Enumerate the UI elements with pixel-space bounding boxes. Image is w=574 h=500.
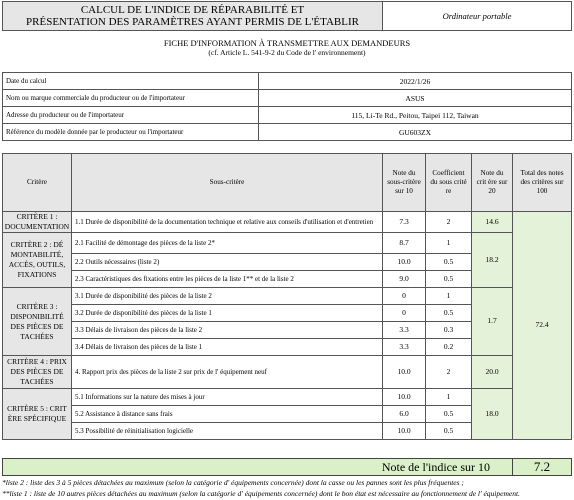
- subcriterion-note: 10.0: [383, 356, 426, 389]
- footnotes: [2, 477, 574, 499]
- header-sous-critere: Sous-critère: [72, 154, 383, 212]
- subcriterion-label: 1.1 Durée de disponibilité de la documentation technique et relative aux conseils d'utilisation et d'entretien: [72, 212, 383, 233]
- subcriterion-coefficient: 0.5: [426, 423, 472, 440]
- header-note-sous-critere: Note du sous-critère sur 10: [383, 154, 426, 212]
- table-row: [3, 288, 572, 305]
- subcriterion-note: 0: [383, 305, 426, 322]
- subcriterion-note: 0: [383, 288, 426, 305]
- subcriterion-label: 3.2 Durée de disponibilité des pièces de la liste 1: [72, 305, 383, 322]
- subcriterion-label: 5.2 Assistance à distance sans frais: [72, 406, 383, 423]
- header-coefficient: Coefficient du sous crité re: [426, 154, 472, 212]
- criterion-name: CRITÈRE 3 : DISPONIBILITÉ DES PIÈCES DE TACHÉES: [3, 288, 72, 356]
- info-value: 115, Li-Te Rd., Peitou, Taipei 112, Taiwan: [259, 107, 572, 124]
- subcriterion-coefficient: 0.5: [426, 305, 472, 322]
- subcriterion-label: 3.1 Durée de disponibilité des pièces de la liste 2: [72, 288, 383, 305]
- footnote: *liste 2 : liste des 3 à 5 pièces détachées au maximum (selon la catégorie d' équipements concernée) dont la casse ou les pannes sont les plus fréquentes ;: [2, 478, 464, 487]
- subcriterion-coefficient: 1: [426, 288, 472, 305]
- subcriterion-note: 6.0: [383, 406, 426, 423]
- info-row: [3, 124, 572, 141]
- footnote: **liste 1 : liste de 10 autres pièces détachées au maximum (selon la catégorie d' équipements concernée) dont le bon état est nécessaire au fonctionnement de l' équipement.: [2, 489, 520, 498]
- info-row: [3, 107, 572, 124]
- criterion-score: 18.0: [472, 389, 513, 440]
- subcriterion-coefficient: 1: [426, 389, 472, 406]
- info-row: [3, 90, 572, 107]
- document-title: [3, 2, 383, 31]
- subcriterion-note: 3.3: [383, 322, 426, 339]
- total-score: 72.4: [513, 212, 572, 440]
- subcriterion-label: 2.3 Caractéristiques des fixations entre les pièces de la liste 1** et de la liste 2: [72, 271, 383, 288]
- subcriterion-note: 8.7: [383, 233, 426, 254]
- subcriterion-label: 5.1 Informations sur la nature des mises à jour: [72, 389, 383, 406]
- final-score-value: 7.2: [513, 459, 572, 476]
- subcriterion-label: 2.2 Outils nécessaires (liste 2): [72, 254, 383, 271]
- info-value: GU603ZX: [259, 124, 572, 141]
- criteria-table: [2, 153, 572, 440]
- subcriterion-coefficient: 0.5: [426, 254, 472, 271]
- subcriterion-note: 10.0: [383, 423, 426, 440]
- header-total: Total des notes des critères sur 100: [513, 154, 572, 212]
- subcriterion-coefficient: 2: [426, 356, 472, 389]
- criterion-name: CRITÈRE 2 : DÉ MONTABILITÉ, ACCÈS, OUTILS, FIXATIONS: [3, 233, 72, 288]
- subcriterion-coefficient: 0.5: [426, 271, 472, 288]
- info-label: Nom ou marque commerciale du producteur ou de l'importateur: [3, 90, 259, 107]
- table-row: [3, 233, 572, 254]
- subcriterion-coefficient: 2: [426, 212, 472, 233]
- info-table: [2, 72, 572, 141]
- table-row: [3, 212, 572, 233]
- criterion-score: 14.6: [472, 212, 513, 233]
- title-line-2: PRÉSENTATION DES PARAMÈTRES AYANT PERMIS DE L'ÉTABLIR: [26, 16, 359, 28]
- criterion-name: CRITÈRE 1 : DOCUMENTATION: [3, 212, 72, 233]
- device-type: Ordinateur portable: [383, 2, 572, 31]
- subcriterion-coefficient: 1: [426, 233, 472, 254]
- subcriterion-label: 4. Rapport prix des pièces de la liste 2 sur prix de l' équipement neuf: [72, 356, 383, 389]
- criterion-score: 1.7: [472, 288, 513, 356]
- subcriterion-note: 7.3: [383, 212, 426, 233]
- header-critere: Critère: [3, 154, 72, 212]
- subcriterion-note: 10.0: [383, 389, 426, 406]
- subcriterion-label: 5.3 Possibilité de réinitialisation logicielle: [72, 423, 383, 440]
- subcriterion-note: 10.0: [383, 254, 426, 271]
- subcriterion-coefficient: 0.5: [426, 406, 472, 423]
- table-row: [3, 389, 572, 406]
- title-line-1: CALCUL DE L'INDICE DE RÉPARABILITÉ ET: [80, 4, 305, 16]
- info-value: ASUS: [259, 90, 572, 107]
- criterion-score: 18.2: [472, 233, 513, 288]
- info-label: Adresse du producteur ou de l'importateur: [3, 107, 259, 124]
- info-label: Référence du modèle donnée par le producteur ou l'importateur: [3, 124, 259, 141]
- info-value: 2022/1/26: [259, 73, 572, 90]
- info-label: Date du calcul: [3, 73, 259, 90]
- subcriterion-note: 3.3: [383, 339, 426, 356]
- subcriterion-coefficient: 0.3: [426, 322, 472, 339]
- fiche-subtitle: (cf. Article L. 541-9-2 du Code de l' environnement): [208, 48, 366, 57]
- final-score-label: Note de l'indice sur 10: [3, 459, 513, 476]
- subcriterion-label: 3.3 Délais de livraison des pièces de la liste 2: [72, 322, 383, 339]
- fiche-title: FICHE D'INFORMATION À TRANSMETTRE AUX DEMANDEURS: [163, 38, 411, 48]
- criterion-score: 20.0: [472, 356, 513, 389]
- subcriterion-label: 3.4 Délais de livraison des pièces de la liste 1: [72, 339, 383, 356]
- header-table: [2, 1, 572, 31]
- table-row: [3, 356, 572, 389]
- info-row: [3, 73, 572, 90]
- header-note-critere: Note du crit ère sur 20: [472, 154, 513, 212]
- subcriterion-label: 2.1 Facilité de démontage des pièces de la liste 2*: [72, 233, 383, 254]
- criterion-name: CRITÈRE 4 : PRIX DES PIÈCES DE TACHÉES: [3, 356, 72, 389]
- subcriterion-note: 9.0: [383, 271, 426, 288]
- final-score-row: [2, 458, 572, 476]
- criterion-name: CRITÈRE 5 : CRIT ÈRE SPÉCIFIQUE: [3, 389, 72, 440]
- fiche-heading: [0, 38, 574, 58]
- subcriterion-coefficient: 0.2: [426, 339, 472, 356]
